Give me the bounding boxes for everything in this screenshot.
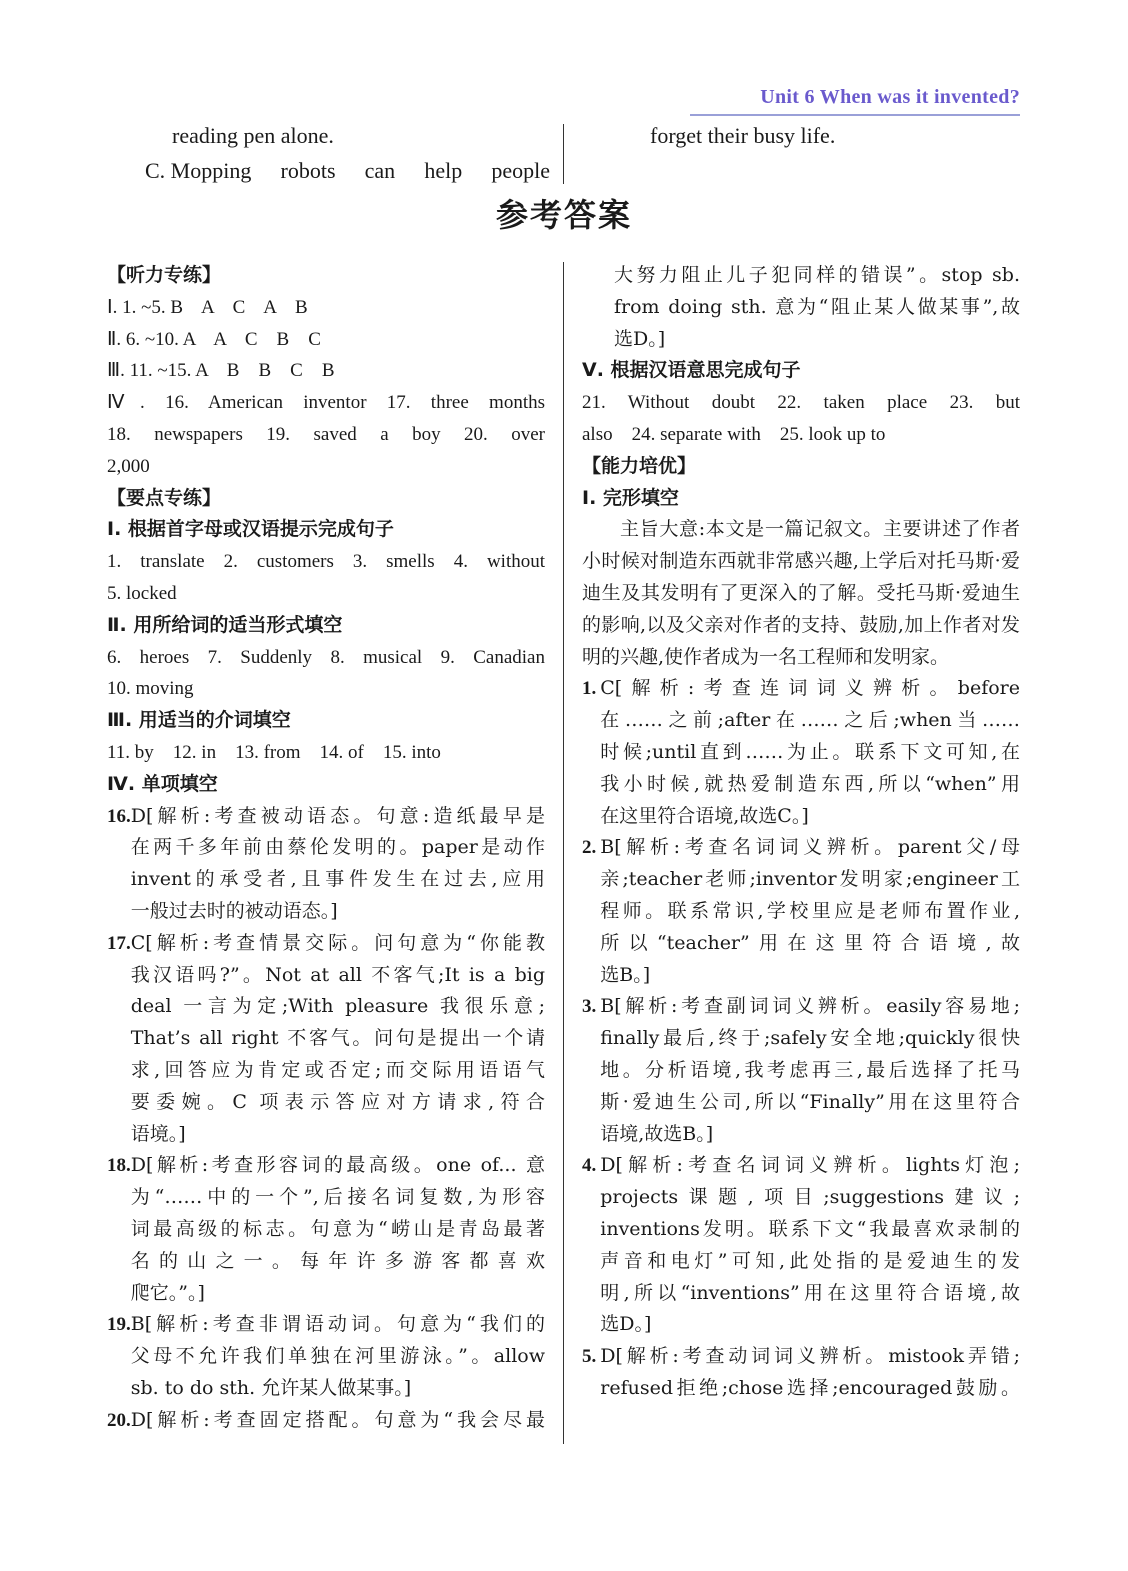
item-line: 要委婉。C 项表示答应对方请求,符合 bbox=[130, 1090, 545, 1113]
item-line: 明,所以“inventions”用在这里符合语境,故 bbox=[600, 1281, 1020, 1304]
item-line: 我小时候,就热爱制造东西,所以“when”用 bbox=[600, 772, 1020, 795]
top-left-line-2 bbox=[145, 153, 550, 188]
header-rule bbox=[690, 114, 1020, 116]
item-number: 4. bbox=[582, 1155, 597, 1177]
subsection-heading: Ⅲ. 用适当的介词填空 bbox=[107, 709, 291, 732]
item-line: 一般过去时的被动语态。] bbox=[130, 899, 338, 922]
answer-item-2 bbox=[582, 832, 1020, 991]
item-line: 时候;until直到……为止。联系下文可知,在 bbox=[600, 740, 1020, 763]
item-line: 选D。] bbox=[600, 1313, 652, 1336]
item-line: 在……之前;after在……之后;when当…… bbox=[600, 709, 1020, 732]
item-line: 斯·爱迪生公司,所以“Finally”用在这里符合 bbox=[600, 1090, 1020, 1113]
answer-line: 6. heroes 7. Suddenly 8. musical 9. Canadian bbox=[107, 646, 545, 668]
answer-item-17 bbox=[107, 928, 545, 1151]
section-heading-ability: 【能力培优】 bbox=[582, 454, 697, 477]
top-right-continuation bbox=[650, 118, 835, 153]
answer-line: 18. newspapers 19. saved a boy 20. over bbox=[107, 423, 545, 445]
item-number: 16. bbox=[107, 805, 131, 827]
word: C. Mopping bbox=[145, 158, 252, 183]
subsection-heading: Ⅰ. 完形填空 bbox=[582, 486, 679, 509]
item-line: 为“……中的一个”,后接名词复数,为形容 bbox=[130, 1186, 545, 1209]
item-line: from doing sth. 意为“阻止某人做某事”,故 bbox=[614, 295, 1020, 318]
answer-line: 2,000 bbox=[107, 455, 150, 477]
item-line: finally最后,终于;safely安全地;quickly很快 bbox=[600, 1027, 1020, 1050]
item-line: 大努力阻止儿子犯同样的错误”。stop sb. bbox=[614, 264, 1020, 286]
item-line: 词最高级的标志。句意为“崂山是青岛最著 bbox=[130, 1217, 545, 1240]
item-line: 选D。] bbox=[614, 327, 666, 350]
section-heading-points: 【要点专练】 bbox=[107, 486, 222, 509]
item-line: That’s all right 不客气。问句是提出一个请 bbox=[130, 1027, 545, 1050]
item-number: 1. bbox=[582, 678, 597, 700]
item-line: inventions发明。联系下文“我最喜欢录制的 bbox=[600, 1217, 1020, 1240]
answer-item-18 bbox=[107, 1150, 545, 1309]
item-line: D[解析:考查被动语态。句意:造纸最早是 bbox=[130, 804, 545, 827]
continued-item-20 bbox=[582, 260, 1020, 355]
item-line: 地。分析语境,我考虑再三,最后选择了托马 bbox=[600, 1058, 1020, 1081]
answer-line: also 24. separate with 25. look up to bbox=[582, 423, 886, 445]
item-number: 2. bbox=[582, 837, 597, 859]
word: can bbox=[364, 158, 396, 183]
answer-line: 5. locked bbox=[107, 582, 177, 604]
item-line: 求,回答应为肯定或否定;而交际用语语气 bbox=[130, 1058, 545, 1081]
item-number: 20. bbox=[107, 1409, 131, 1431]
item-number: 3. bbox=[582, 996, 597, 1018]
item-line: 选B。] bbox=[600, 963, 651, 986]
answer-line: 11. by 12. in 13. from 14. of 15. into bbox=[107, 741, 441, 763]
answer-line: Ⅱ. 6. ~10. A A C B C bbox=[107, 328, 321, 350]
item-number: 18. bbox=[107, 1155, 131, 1177]
answer-item-1 bbox=[582, 673, 1020, 832]
item-line: 语境,故选B。] bbox=[600, 1122, 714, 1145]
right-column bbox=[582, 260, 1020, 1405]
item-line: 声音和电灯”可知,此处指的是爱迪生的发 bbox=[600, 1249, 1020, 1272]
item-number: 5. bbox=[582, 1346, 597, 1368]
left-column bbox=[107, 260, 545, 1436]
answer-line: Ⅲ. 11. ~15. A B B C B bbox=[107, 360, 335, 382]
answer-item-20 bbox=[107, 1405, 545, 1437]
answer-item-4 bbox=[582, 1150, 1020, 1341]
subsection-heading: Ⅰ. 根据首字母或汉语提示完成句子 bbox=[107, 518, 394, 541]
answer-line: Ⅳ. 16. American inventor 17. three months bbox=[107, 392, 545, 414]
answer-line: 1. translate 2. customers 3. smells 4. without bbox=[107, 551, 545, 573]
answer-line: Ⅰ. 1. ~5. B A C A B bbox=[107, 296, 308, 318]
item-line: B[解析:考查副词词义辨析。easily容易地; bbox=[600, 995, 1020, 1018]
item-number: 17. bbox=[107, 932, 131, 954]
item-line: projects课题,项目;suggestions建议; bbox=[600, 1186, 1020, 1209]
item-line: 所以“teacher”用在这里符合语境,故 bbox=[600, 931, 1020, 954]
answer-item-16 bbox=[107, 801, 545, 928]
item-line: 语境。] bbox=[130, 1122, 186, 1145]
item-line: 名的山之一。每年许多游客都喜欢 bbox=[130, 1249, 545, 1272]
item-line: invent的承受者,且事件发生在过去,应用 bbox=[130, 868, 545, 891]
item-line: B[解析:考查名词词义辨析。parent父/母 bbox=[600, 836, 1020, 859]
item-line: 在两千多年前由蔡伦发明的。paper是动作 bbox=[130, 836, 545, 859]
answer-item-19 bbox=[107, 1309, 545, 1404]
top-right-line-1: forget their busy life. bbox=[650, 123, 836, 148]
section-heading-listening: 【听力专练】 bbox=[107, 264, 222, 286]
top-left-line-1: reading pen alone. bbox=[172, 123, 334, 148]
page-title: 参考答案 bbox=[495, 196, 632, 234]
item-line: deal 一言为定;With pleasure 我很乐意; bbox=[130, 995, 545, 1018]
word: people bbox=[491, 158, 550, 183]
item-line: 爬它。”。] bbox=[130, 1281, 205, 1304]
item-line: D[解析:考查固定搭配。句意为“我会尽最 bbox=[130, 1408, 545, 1431]
item-line: 在这里符合语境,故选C。] bbox=[600, 804, 809, 827]
item-line: B[解析:考查非谓语动词。句意为“我们的 bbox=[130, 1313, 545, 1336]
item-line: C[解析:考查情景交际。问句意为“你能教 bbox=[130, 931, 545, 954]
column-divider bbox=[563, 262, 564, 1444]
top-divider bbox=[563, 124, 564, 184]
item-line: sb. to do sth. 允许某人做某事。] bbox=[130, 1376, 412, 1399]
item-line: C[解析:考查连词词义辨析。before bbox=[600, 677, 1020, 700]
word: help bbox=[424, 158, 463, 183]
top-left-continuation bbox=[145, 118, 550, 188]
item-line: D[解析:考查形容词的最高级。one of... 意 bbox=[130, 1154, 545, 1177]
item-line: refused拒绝;chose选择;encouraged鼓励。 bbox=[600, 1376, 1020, 1399]
item-line: D[解析:考查名词词义辨析。lights灯泡; bbox=[600, 1154, 1020, 1177]
answer-item-3 bbox=[582, 991, 1020, 1150]
unit-header: Unit 6 When was it invented? bbox=[760, 86, 1020, 108]
item-line: 父母不允许我们单独在河里游泳。”。allow bbox=[130, 1345, 545, 1368]
item-number: 19. bbox=[107, 1314, 131, 1336]
subsection-heading: Ⅴ. 根据汉语意思完成句子 bbox=[582, 359, 801, 382]
answer-line: 21. Without doubt 22. taken place 23. but bbox=[582, 392, 1020, 414]
item-line: 程师。联系常识,学校里应是老师布置作业, bbox=[600, 899, 1020, 922]
answer-line: 10. moving bbox=[107, 678, 194, 700]
item-line: 亲;teacher老师;inventor发明家;engineer工 bbox=[600, 868, 1020, 891]
subsection-heading: Ⅱ. 用所给词的适当形式填空 bbox=[107, 613, 343, 636]
passage-summary: 主旨大意:本文是一篇记叙文。主要讲述了作者小时候对制造东西就非常感兴趣,上学后对托马斯·爱迪生及其发明有了更深入的了解。受托马斯·爱迪生的影响,以及父亲对作者的支持、鼓励,加上作者对发明的兴趣,使作者成为一名工程师和发明家。 bbox=[582, 518, 1020, 668]
item-line: D[解析:考查动词词义辨析。mistook弄错; bbox=[600, 1345, 1020, 1368]
word: robots bbox=[280, 158, 336, 183]
item-line: 我汉语吗?”。Not at all 不客气;It is a big bbox=[130, 963, 545, 986]
subsection-heading: Ⅳ. 单项填空 bbox=[107, 772, 218, 795]
answer-item-5 bbox=[582, 1341, 1020, 1405]
